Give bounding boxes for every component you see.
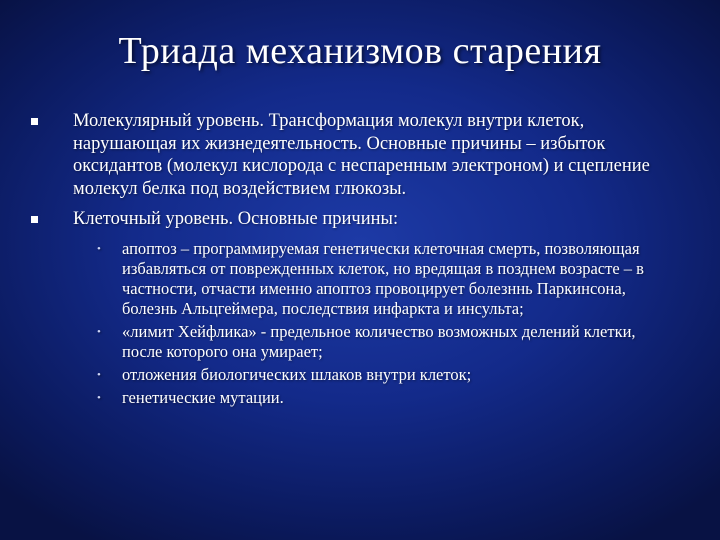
dot-bullet-icon: • [97, 242, 101, 255]
slide-body [28, 110, 668, 416]
bullet-molecular-level [28, 110, 668, 200]
sub-bullet-waste-deposits [93, 365, 668, 385]
sub-bullet-list [93, 239, 668, 408]
bullet-text: Клеточный уровень. Основные причины: [73, 209, 399, 229]
sub-bullet-hayflick-limit [93, 322, 668, 362]
square-bullet-icon [31, 216, 38, 223]
sub-bullet-text: генетические мутации. [122, 387, 284, 407]
square-bullet-icon [31, 118, 38, 125]
dot-bullet-icon: • [97, 325, 101, 338]
sub-bullet-apoptosis [93, 239, 668, 319]
sub-bullet-text: «лимит Хейфлика» - предельное количество возможных делений клетки, после которого она умирает; [122, 321, 636, 361]
dot-bullet-icon: • [97, 391, 101, 404]
sub-bullet-text: апоптоз – программируемая генетически клеточная смерть, позволяющая избавляться от поврежденных клеток, но вредящая в позднем возрасте – в частности, отчасти именно апоптоз провоцирует болезннь Паркинсона, болезнь Альцгеймера, последствия инфаркта и инсульта; [122, 238, 644, 318]
dot-bullet-icon: • [97, 368, 101, 381]
sub-bullet-text: отложения биологических шлаков внутри клеток; [122, 364, 472, 384]
slide-title: Триада механизмов старения [118, 30, 602, 72]
sub-bullet-genetic-mutations [93, 388, 668, 408]
bullet-cellular-level [28, 208, 668, 408]
bullet-text: Молекулярный уровень. Трансформация молекул внутри клеток, нарушающая их жизнедеятельность. Основные причины – избыток оксидантов (молекул кислорода с неспаренным электроном) и сцепление молекул белка под воздействием глюкозы. [73, 111, 650, 199]
